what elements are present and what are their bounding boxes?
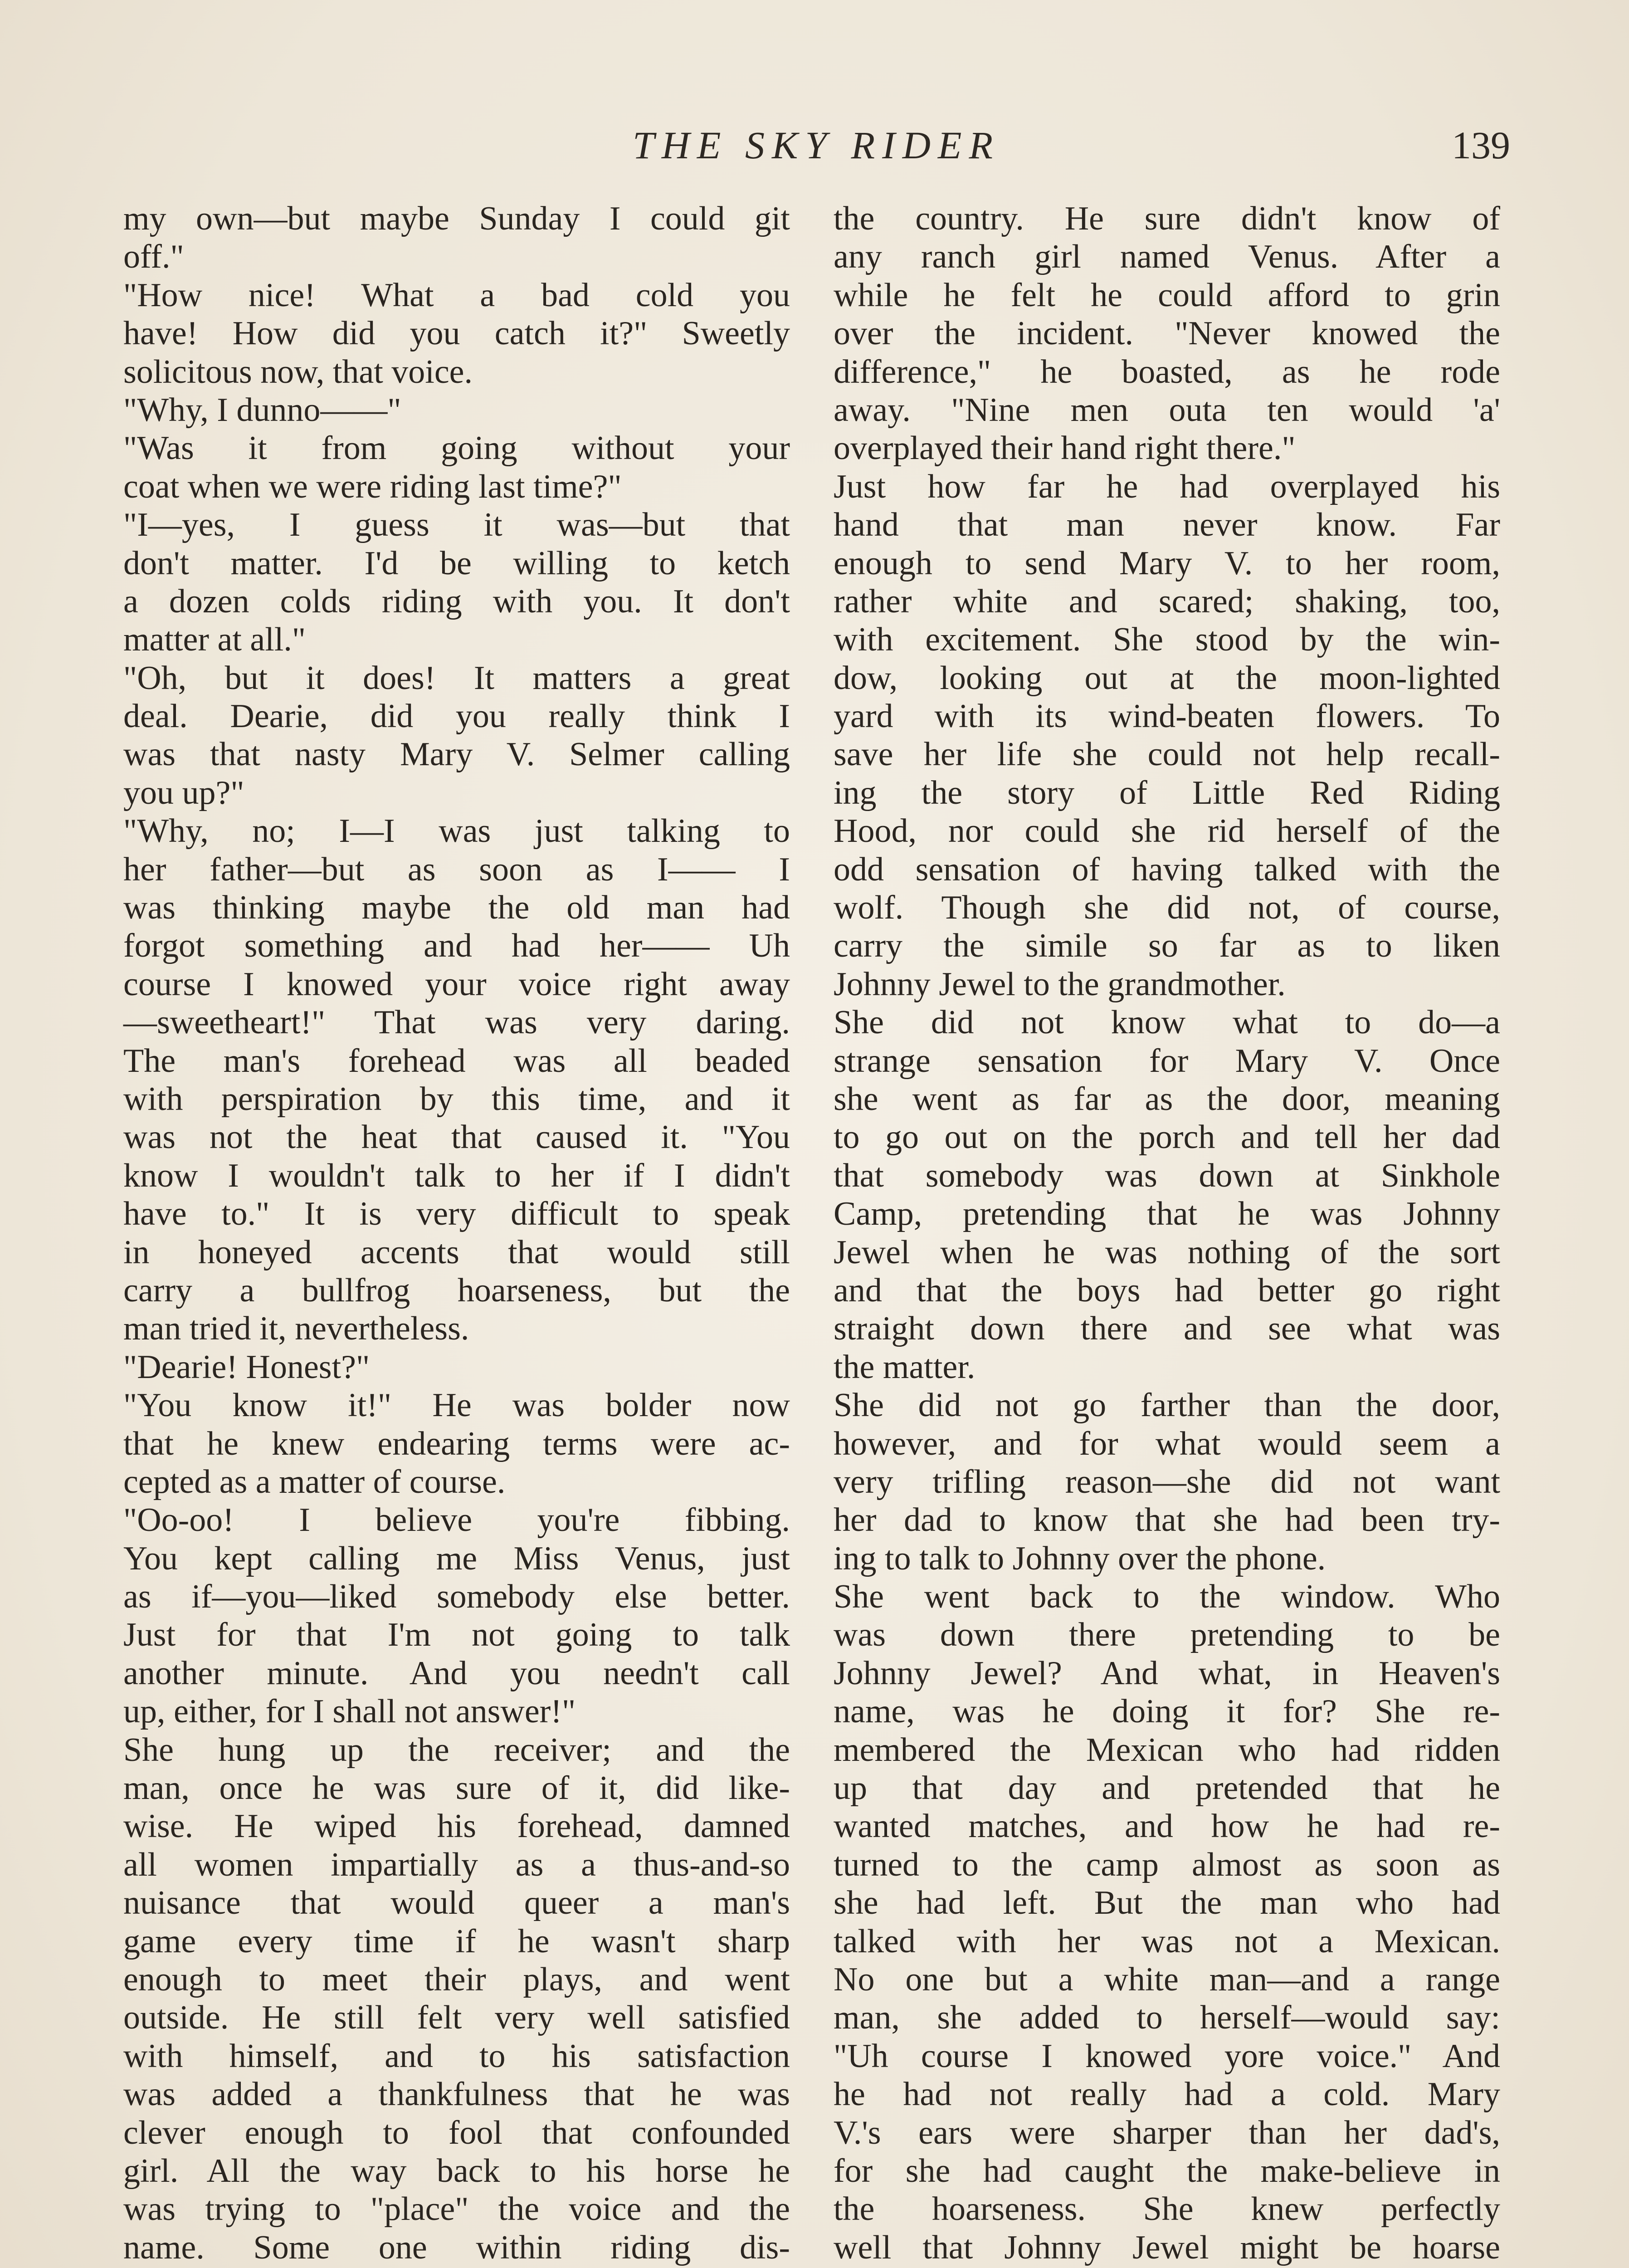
text-line: don't matter. I'd be willing to ketch	[123, 544, 790, 582]
text-line: talked with her was not a Mexican.	[834, 1922, 1500, 1960]
text-line: cepted as a matter of course.	[123, 1463, 506, 1501]
text-line: ing the story of Little Red Riding	[834, 774, 1500, 811]
text-line: as if—you—liked somebody else better.	[123, 1578, 790, 1616]
text-line: girl. All the way back to his horse he	[123, 2152, 790, 2190]
text-line: "Oo-oo! I believe you're fibbing.	[123, 1501, 790, 1539]
text-line: solicitous now, that voice.	[123, 353, 473, 391]
text-line: forgot something and had her—— Uh	[123, 927, 790, 965]
text-line: any ranch girl named Venus. After a	[834, 238, 1500, 276]
text-line: with himself, and to his satisfaction	[123, 2037, 790, 2075]
text-line: know I wouldn't talk to her if I didn't	[123, 1157, 790, 1194]
text-line: deal. Dearie, did you really think I	[123, 698, 790, 735]
text-line: and that the boys had better go right	[834, 1271, 1500, 1309]
text-line: that he knew endearing terms were ac-	[123, 1425, 790, 1462]
text-line: Johnny Jewel? And what, in Heaven's	[834, 1654, 1500, 1692]
text-line: man, once he was sure of it, did like-	[123, 1769, 790, 1807]
text-line: was added a thankfulness that he was	[123, 2076, 790, 2113]
text-line: overplayed their hand right there."	[834, 430, 1296, 467]
text-line: clever enough to fool that confounded	[123, 2114, 790, 2151]
text-line: Jewel when he was nothing of the sort	[834, 1233, 1500, 1271]
text-line: away. "Nine men outa ten would 'a'	[834, 391, 1500, 429]
text-line: wolf. Though she did not, of course,	[834, 889, 1500, 927]
text-line: You kept calling me Miss Venus, just	[123, 1540, 790, 1577]
text-line: "Why, no; I—I was just talking to	[123, 812, 790, 850]
text-line: matter at all."	[123, 621, 306, 659]
text-line: well that Johnny Jewel might be hoarse	[834, 2229, 1500, 2266]
text-line: She did not go farther than the door,	[834, 1387, 1500, 1424]
text-line: "Dearie! Honest?"	[123, 1348, 370, 1386]
text-line: Hood, nor could she rid herself of the	[834, 812, 1500, 850]
text-line: with excitement. She stood by the win-	[834, 621, 1500, 659]
text-line: ing to talk to Johnny over the phone.	[834, 1540, 1326, 1577]
text-line: straight down there and see what was	[834, 1310, 1500, 1348]
text-line: difference," he boasted, as he rode	[834, 353, 1500, 391]
text-line: Just how far he had overplayed his	[834, 468, 1500, 505]
text-line: turned to the camp almost as soon as	[834, 1846, 1500, 1883]
text-line: was trying to "place" the voice and the	[123, 2190, 790, 2228]
text-line: dow, looking out at the moon-lighted	[834, 659, 1500, 697]
text-line: name, was he doing it for? She re-	[834, 1693, 1500, 1730]
text-line: was that nasty Mary V. Selmer calling	[123, 736, 790, 773]
text-line: "Was it from going without your	[123, 430, 790, 467]
text-line: have! How did you catch it?" Sweetly	[123, 315, 790, 352]
running-title: THE SKY RIDER	[633, 123, 1000, 167]
text-line: strange sensation for Mary V. Once	[834, 1042, 1500, 1080]
text-line: the matter.	[834, 1348, 975, 1386]
text-line: hand that man never know. Far	[834, 506, 1500, 544]
text-line: the country. He sure didn't know of	[834, 200, 1500, 237]
text-line: Camp, pretending that he was Johnny	[834, 1195, 1500, 1233]
text-line: her dad to know that she had been try-	[834, 1501, 1500, 1539]
text-line: Johnny Jewel to the grandmother.	[834, 965, 1286, 1003]
text-line: carry the simile so far as to liken	[834, 927, 1500, 965]
text-line: was down there pretending to be	[834, 1616, 1500, 1654]
text-line: wise. He wiped his forehead, damned	[123, 1808, 790, 1845]
text-line: "I—yes, I guess it was—but that	[123, 506, 790, 544]
text-line: "Oh, but it does! It matters a great	[123, 659, 790, 697]
text-line: coat when we were riding last time?"	[123, 468, 622, 505]
text-line: my own—but maybe Sunday I could git	[123, 200, 790, 237]
text-line: She did not know what to do—a	[834, 1004, 1500, 1041]
text-line: up that day and pretended that he	[834, 1769, 1500, 1807]
text-line: that somebody was down at Sinkhole	[834, 1157, 1500, 1194]
text-line: however, and for what would seem a	[834, 1425, 1500, 1462]
text-line: all women impartially as a thus-and-so	[123, 1846, 790, 1883]
text-line: —sweetheart!" That was very daring.	[123, 1004, 790, 1041]
text-line: for she had caught the make-believe in	[834, 2152, 1500, 2190]
text-line: wanted matches, and how he had re-	[834, 1808, 1500, 1845]
text-line: rather white and scared; shaking, too,	[834, 582, 1500, 620]
text-line: course I knowed your voice right away	[123, 965, 790, 1003]
text-line: her father—but as soon as I—— I	[123, 850, 790, 888]
text-line: man, she added to herself—would say:	[834, 1999, 1500, 2037]
text-line: very trifling reason—she did not want	[834, 1463, 1500, 1501]
text-line: "Uh course I knowed yore voice." And	[834, 2037, 1500, 2075]
page-number: 139	[1452, 123, 1510, 167]
text-line: She hung up the receiver; and the	[123, 1731, 790, 1769]
text-line: you up?"	[123, 774, 244, 811]
text-line: with perspiration by this time, and it	[123, 1080, 790, 1118]
text-line: No one but a white man—and a range	[834, 1960, 1500, 1998]
right-text-column	[834, 200, 1500, 2268]
text-line: man tried it, nevertheless.	[123, 1310, 469, 1348]
left-text-column	[123, 200, 790, 2268]
text-line: V.'s ears were sharper than her dad's,	[834, 2114, 1500, 2151]
text-line: the hoarseness. She knew perfectly	[834, 2190, 1500, 2228]
text-line: to go out on the porch and tell her dad	[834, 1119, 1500, 1156]
text-line: save her life she could not help recall-	[834, 736, 1500, 773]
text-line: in honeyed accents that would still	[123, 1233, 790, 1271]
text-line: yard with its wind-beaten flowers. To	[834, 698, 1500, 735]
text-line: over the incident. "Never knowed the	[834, 315, 1500, 352]
text-line: she had left. But the man who had	[834, 1884, 1500, 1922]
text-line: another minute. And you needn't call	[123, 1654, 790, 1692]
text-line: outside. He still felt very well satisfied	[123, 1999, 790, 2037]
text-line: game every time if he wasn't sharp	[123, 1922, 790, 1960]
text-line: a dozen colds riding with you. It don't	[123, 582, 790, 620]
text-line: nuisance that would queer a man's	[123, 1884, 790, 1922]
text-line: She went back to the window. Who	[834, 1578, 1500, 1616]
text-line: enough to send Mary V. to her room,	[834, 544, 1500, 582]
text-line: carry a bullfrog hoarseness, but the	[123, 1271, 790, 1309]
text-line: enough to meet their plays, and went	[123, 1960, 790, 1998]
text-line: odd sensation of having talked with the	[834, 850, 1500, 888]
text-line: The man's forehead was all beaded	[123, 1042, 790, 1080]
text-line: "You know it!" He was bolder now	[123, 1387, 790, 1424]
text-line: she went as far as the door, meaning	[834, 1080, 1500, 1118]
text-line: up, either, for I shall not answer!"	[123, 1693, 576, 1730]
text-line: off."	[123, 238, 184, 276]
text-line: while he felt he could afford to grin	[834, 276, 1500, 314]
text-line: "Why, I dunno——"	[123, 391, 401, 429]
text-line: was thinking maybe the old man had	[123, 889, 790, 927]
text-line: name. Some one within riding dis-	[123, 2229, 790, 2266]
text-line: was not the heat that caused it. "You	[123, 1119, 790, 1156]
text-line: he had not really had a cold. Mary	[834, 2076, 1500, 2113]
text-line: have to." It is very difficult to speak	[123, 1195, 790, 1233]
text-line: Just for that I'm not going to talk	[123, 1616, 790, 1654]
page-header	[122, 122, 1510, 177]
text-line: membered the Mexican who had ridden	[834, 1731, 1500, 1769]
text-line: "How nice! What a bad cold you	[123, 276, 790, 314]
